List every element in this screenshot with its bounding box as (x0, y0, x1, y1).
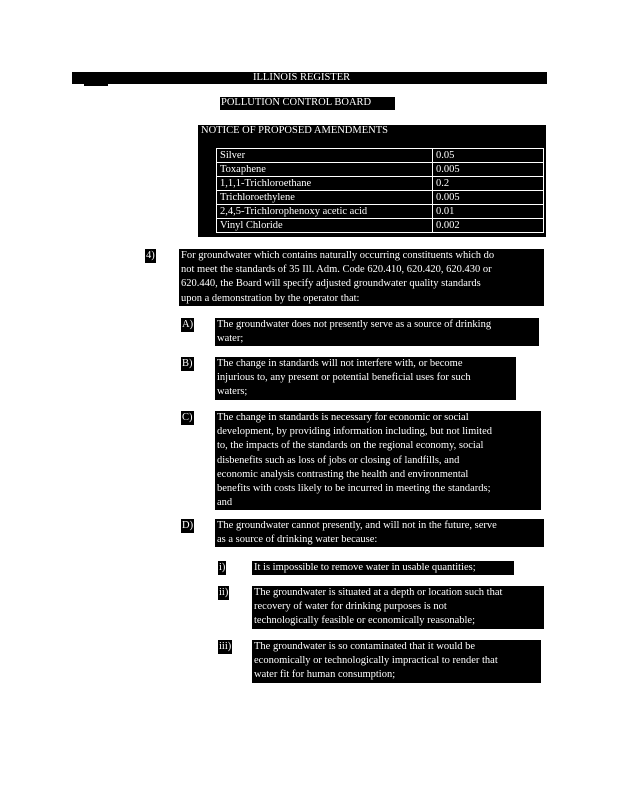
constituent-name: 2,4,5-Trichlorophenoxy acetic acid (217, 205, 433, 219)
item-d-text (215, 519, 544, 547)
constituent-table (216, 148, 544, 233)
constituent-name: Trichloroethylene (217, 191, 433, 205)
constituent-value: 0.01 (433, 205, 544, 219)
constituent-name: 1,1,1-Trichloroethane (217, 177, 433, 191)
text-line: technologically feasible or economically reasonable; (254, 615, 475, 627)
text-line: water; (217, 333, 244, 345)
text-line: The groundwater cannot presently, and will not in the future, serve (217, 520, 497, 531)
board-title: POLLUTION CONTROL BOARD (221, 97, 372, 108)
text-line: economic analysis contrasting the health and environmental (217, 468, 469, 480)
header-underline (84, 84, 108, 86)
item-ii-text (252, 586, 544, 629)
text-line: development, by providing information including, but not limited (217, 426, 493, 438)
text-line: benefits with costs likely to be incurred in meeting the standards; (217, 483, 491, 495)
item-iii-text (252, 640, 541, 683)
text-line: The groundwater is situated at a depth or location such that (254, 587, 503, 598)
text-line: economically or technologically impractical to render that (254, 655, 498, 667)
item-d-label: D) (182, 520, 194, 531)
table-row (217, 205, 544, 219)
text-line: 620.440, the Board will specify adjusted groundwater quality standards (181, 278, 481, 290)
text-line: to, the impacts of the standards on the regional economy, social (217, 440, 484, 452)
text-line: recovery of water for drinking purposes is not (254, 601, 447, 613)
text-line: It is impossible to remove water in usable quantities; (254, 562, 476, 573)
constituent-name: Vinyl Chloride (217, 219, 433, 233)
text-line: The groundwater does not presently serve as a source of drinking (217, 319, 492, 330)
constituent-name: Toxaphene (217, 163, 433, 177)
text-line: The change in standards is necessary for economic or social (217, 412, 469, 423)
item-ii-label: ii) (219, 587, 229, 598)
table-row (217, 177, 544, 191)
section-4-label: 4) (146, 250, 155, 261)
text-line: For groundwater which contains naturally occurring constituents which do (181, 250, 495, 261)
text-line: injurious to, any present or potential beneficial uses for such (217, 372, 471, 384)
item-c-text (215, 411, 541, 510)
item-iii-label: iii) (219, 641, 232, 652)
text-line: water fit for human consumption; (254, 669, 396, 681)
constituent-value: 0.005 (433, 191, 544, 205)
section-4-text (179, 249, 544, 306)
table-row (217, 163, 544, 177)
text-line: not meet the standards of 35 Ill. Adm. Code 620.410, 620.420, 620.430 or (181, 264, 492, 276)
item-b-text (215, 357, 516, 400)
constituent-name: Silver (217, 149, 433, 163)
constituent-value: 0.005 (433, 163, 544, 177)
item-i-text (252, 561, 514, 575)
text-line: The groundwater is so contaminated that it would be (254, 641, 476, 652)
item-b-label: B) (182, 358, 193, 369)
item-i-label: i) (219, 562, 226, 573)
constituent-value: 0.002 (433, 219, 544, 233)
item-a-label: A) (182, 319, 194, 330)
item-a-text (215, 318, 539, 346)
text-line: upon a demonstration by the operator that: (181, 292, 360, 304)
register-title: ILLINOIS REGISTER (253, 72, 351, 83)
table-row (217, 191, 544, 205)
text-line: as a source of drinking water because: (217, 534, 378, 546)
constituent-value: 0.2 (433, 177, 544, 191)
table-row (217, 149, 544, 163)
text-line: and (217, 497, 233, 509)
notice-title: NOTICE OF PROPOSED AMENDMENTS (201, 125, 388, 136)
table-row (217, 219, 544, 233)
item-c-label: C) (182, 412, 193, 423)
constituent-value: 0.05 (433, 149, 544, 163)
text-line: disbenefits such as loss of jobs or closing of landfills, and (217, 454, 460, 466)
text-line: waters; (217, 386, 248, 398)
text-line: The change in standards will not interfere with, or become (217, 358, 463, 369)
